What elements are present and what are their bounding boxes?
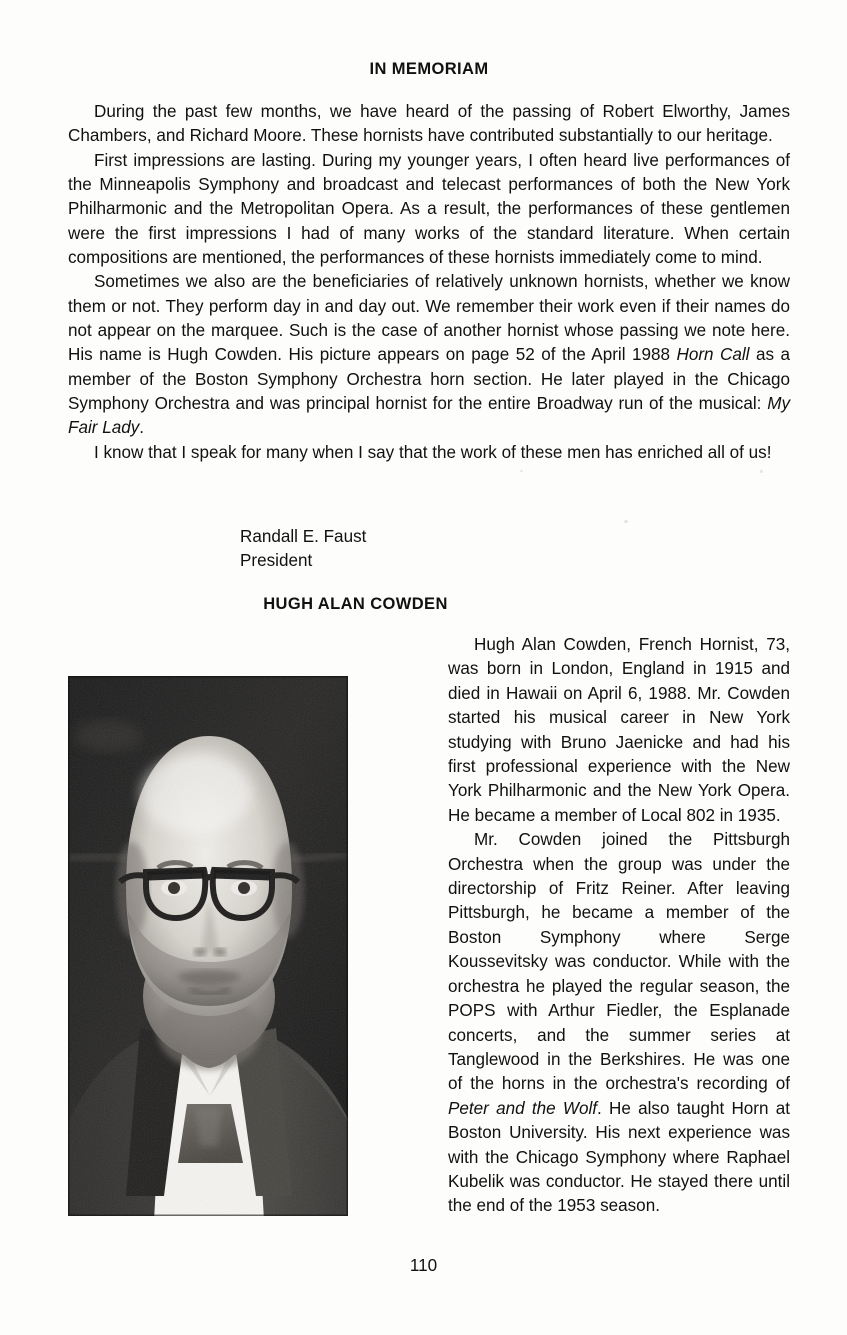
memoriam-body [68, 100, 790, 465]
obituary-paragraph-2-part-1: Mr. Cowden joined the Pittsburgh Orchestra when the group was under the directorship of Fritz Reiner. After leaving Pittsburgh, he became a member of the Boston Symphony where Serge Koussevitsky was conductor. While with the orchestra he played the regular season, the POPS with Arthur Fiedler, the Esplanade concerts, and the summer series at Tanglewood in the Berkshires. He was one of the horns in the orchestra's recording of [448, 830, 790, 1094]
memoriam-paragraph-2: First impressions are lasting. During my younger years, I often heard live performances of the Minneapolis Symphony and broadcast and telecast performances of both the New York Philharmonic and the Metropolitan Opera. As a result, the performances of these gentlemen were the first impressions I had of many works of the standard literature. When certain compositions are mentioned, the performances of these hornists immediately come to mind. [68, 150, 790, 268]
memoriam-paragraph-3-part-2: as a member of the Boston Symphony Orchestra horn section. He later played in the Chicago Symphony Orchestra and was principal hornist for the entire Broadway run of the musical: [68, 345, 790, 414]
signature-title: President [240, 551, 313, 571]
signature-name: Randall E. Faust [240, 527, 367, 546]
memoriam-paragraph-3-part-3: . [139, 418, 145, 438]
scan-speckle [520, 470, 523, 472]
scan-speckle [760, 470, 763, 473]
obituary-paragraph-2-part-2: . He also taught Horn at Boston University. His next experience was with the Chicago Symphony where Raphael Kubelik was conductor. He stayed there until the end of the 1953 season. [448, 1098, 790, 1216]
obituary-paragraph-2 [448, 828, 790, 1219]
work-title-peter-and-the-wolf: Peter and the Wolf [448, 1098, 598, 1118]
musical-title-my-fair-lady: My Fair Lady [68, 394, 790, 438]
memoriam-paragraph-4: I know that I speak for many when I say that the work of these men has enriched all of us! [94, 442, 772, 462]
section-title-hugh-alan-cowden: HUGH ALAN COWDEN [263, 595, 448, 613]
signature-block [240, 525, 366, 574]
memoriam-paragraph-3 [68, 270, 790, 440]
memoriam-paragraph-1: During the past few months, we have heard of the passing of Robert Elworthy, James Chambers, and Richard Moore. These hornists have contributed substantially to our heritage. [68, 102, 790, 146]
publication-title-horn-call: Horn Call [676, 345, 750, 365]
memoriam-paragraph-3-part-1: Sometimes we also are the beneficiaries of relatively unknown hornists, whether we know them or not. They perform day in and day out. We remember their work even if their names do not appear on the marquee. Such is the case of another hornist whose passing we note here. His name is Hugh Cowden. His picture appears on page 52 of the April 1988 [68, 272, 790, 365]
page-title-in-memoriam: IN MEMORIAM [369, 60, 489, 78]
page-number: 110 [409, 1256, 438, 1275]
obituary-paragraph-1: Hugh Alan Cowden, French Hornist, 73, was born in London, England in 1915 and died in Hawaii on April 6, 1988. Mr. Cowden started his musical career in New York studying with Bruno Jaenicke and had his first professional experience with the New York Philharmonic and the New York Opera. He became a member of Local 802 in 1935. [448, 635, 790, 825]
scan-speckle [624, 520, 628, 523]
obituary-body [448, 633, 790, 1219]
portrait-photo-hugh-alan-cowden [68, 676, 348, 1216]
